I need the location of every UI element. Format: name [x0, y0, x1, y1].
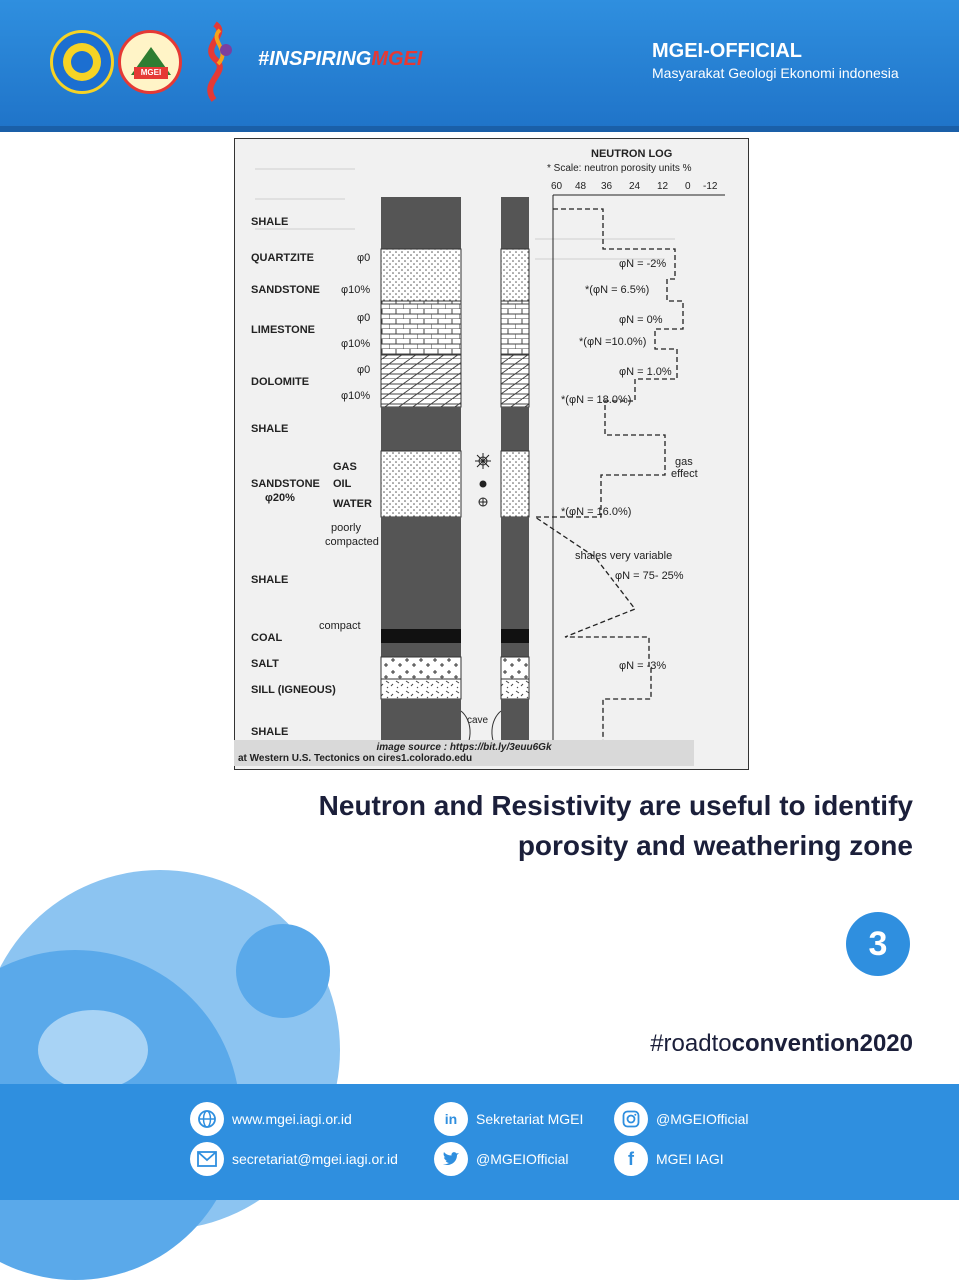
label-dolomite: DOLOMITE: [251, 376, 310, 388]
label-shale-3: SHALE: [251, 574, 289, 586]
note-limestone-10: *(φN =10.0%): [579, 336, 647, 348]
scale-label: * Scale: neutron porosity units %: [547, 163, 692, 174]
mail-icon: [190, 1142, 224, 1176]
tick-48: 48: [575, 181, 587, 192]
caption-source: image source : https://bit.ly/3euu6Gk: [376, 742, 552, 753]
log-notes: [561, 258, 698, 672]
mgei-logo: [118, 30, 182, 94]
cave-label: cave: [467, 715, 489, 726]
label-porosity-20: φ20%: [265, 492, 295, 504]
mark-dolomite-phi0: φ0: [357, 364, 371, 376]
facebook-text: MGEI IAGI: [656, 1151, 724, 1167]
page-number: 3: [846, 912, 910, 976]
note-shales-variable: shales very variable: [575, 550, 673, 562]
instagram-link[interactable]: [614, 1102, 749, 1136]
website-link[interactable]: [190, 1102, 352, 1136]
website-text: www.mgei.iagi.or.id: [232, 1111, 352, 1127]
headline: [93, 786, 913, 866]
mark-sandstone-phi10: φ10%: [341, 284, 371, 296]
org-block: [652, 40, 899, 81]
scale-ticks: [551, 181, 718, 192]
facebook-icon: f: [614, 1142, 648, 1176]
note-shale-range: φN = 75- 25%: [615, 570, 684, 582]
org-subtitle: Masyarakat Geologi Ekonomi indonesia: [652, 65, 899, 81]
instagram-text: @MGEIOfficial: [656, 1111, 749, 1127]
email-link[interactable]: [190, 1142, 398, 1176]
tagline: [258, 48, 422, 71]
iagi-logo: [50, 30, 114, 94]
label-gas: GAS: [333, 461, 357, 473]
mark-limestone-phi0: φ0: [357, 312, 371, 324]
label-shale-1: SHALE: [251, 216, 289, 228]
globe-icon: [190, 1102, 224, 1136]
hashtag-bold: convention2020: [731, 1030, 913, 1057]
note-quartzite: φN = -2%: [619, 258, 667, 270]
note-gas: gas: [675, 456, 693, 468]
tagline-suffix: MGEI: [371, 48, 423, 70]
tagline-prefix: #INSPIRING: [258, 48, 372, 70]
label-oil: OIL: [333, 478, 352, 490]
tick-60: 60: [551, 181, 563, 192]
figure-caption: [234, 740, 694, 766]
porosity-marks: [341, 252, 370, 402]
tick-minus12: -12: [703, 181, 718, 192]
headline-line2: porosity and weathering zone: [517, 830, 913, 861]
header-divider: [0, 126, 959, 132]
linkedin-link[interactable]: [434, 1102, 583, 1136]
note-dolomite-1: φN = 1.0%: [619, 366, 672, 378]
header-bar: [0, 0, 959, 132]
note-effect: effect: [671, 468, 698, 480]
note-sandstone-16: *(φN = 16.0%): [561, 506, 632, 518]
org-name: MGEI-OFFICIAL: [652, 40, 802, 62]
label-quartzite: QUARTZITE: [251, 252, 314, 264]
label-shale-4: SHALE: [251, 726, 289, 738]
decor-bubble-highlight: [38, 1010, 148, 1090]
footer-bar: [0, 1084, 959, 1200]
note-limestone-0: φN = 0%: [619, 314, 663, 326]
note-dolomite-18: *(φN = 18.0%): [561, 394, 632, 406]
mark-dolomite-phi10: φ10%: [341, 390, 371, 402]
label-compact: compact: [319, 620, 361, 632]
mgei-logo-text: MGEI: [134, 67, 168, 79]
mark-limestone-phi10: φ10%: [341, 338, 371, 350]
label-shale-2: SHALE: [251, 423, 289, 435]
headline-line1: Neutron and Resistivity are useful to identify: [318, 790, 913, 821]
neutron-log-title: NEUTRON LOG: [591, 148, 673, 160]
label-poorly: poorly: [331, 522, 361, 534]
twitter-link[interactable]: [434, 1142, 569, 1176]
label-limestone: LIMESTONE: [251, 324, 315, 336]
instagram-icon: [614, 1102, 648, 1136]
hashtag-prefix: #roadto: [650, 1030, 732, 1057]
label-sill: SILL (IGNEOUS): [251, 684, 336, 696]
tick-12: 12: [657, 181, 669, 192]
label-compacted: compacted: [325, 536, 379, 548]
borehole-column: [461, 197, 529, 755]
tick-0: 0: [685, 181, 691, 192]
hashtag: [650, 1030, 913, 1058]
label-water: WATER: [333, 498, 372, 510]
decor-bubble-small: [236, 924, 330, 1018]
tick-36: 36: [601, 181, 613, 192]
label-sandstone-2: SANDSTONE: [251, 478, 320, 490]
twitter-icon: [434, 1142, 468, 1176]
email-text: secretariat@mgei.iagi.or.id: [232, 1151, 398, 1167]
note-sandstone: *(φN = 6.5%): [585, 284, 650, 296]
linkedin-icon: in: [434, 1102, 468, 1136]
mark-quartzite-phi0: φ0: [357, 252, 371, 264]
twitter-text: @MGEIOfficial: [476, 1151, 569, 1167]
label-sandstone-1: SANDSTONE: [251, 284, 320, 296]
note-salt: φN = -3%: [619, 660, 667, 672]
convention-logo: [190, 20, 240, 104]
lithology-column: [381, 197, 461, 755]
neutron-log-figure: [234, 138, 749, 770]
label-coal: COAL: [251, 632, 283, 644]
facebook-link[interactable]: [614, 1142, 724, 1176]
tick-24: 24: [629, 181, 641, 192]
linkedin-text: Sekretariat MGEI: [476, 1111, 584, 1127]
fluid-symbols: [475, 453, 491, 506]
label-salt: SALT: [251, 658, 279, 670]
caption-credit: at Western U.S. Tectonics on cires1.colorado.edu: [238, 753, 473, 764]
